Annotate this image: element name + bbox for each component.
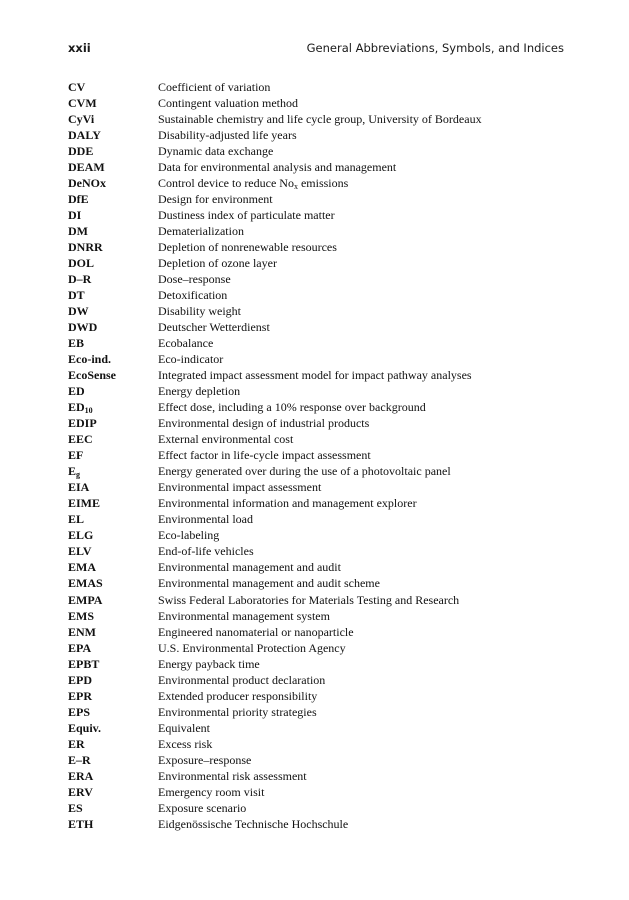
abbreviation-definition xyxy=(158,784,264,800)
abbreviation-definition-text: External environmental cost xyxy=(158,432,294,447)
abbreviation-definition xyxy=(158,399,426,415)
abbreviation-definition xyxy=(158,800,246,816)
abbreviation-entry xyxy=(68,816,568,832)
abbreviation-term xyxy=(68,559,96,575)
abbreviation-definition xyxy=(158,463,451,479)
abbreviation-term xyxy=(68,495,100,511)
abbreviation-term-text: ED xyxy=(68,384,85,399)
abbreviation-term-text: EMA xyxy=(68,560,96,575)
abbreviation-entry xyxy=(68,271,568,287)
abbreviation-term xyxy=(68,159,105,175)
abbreviation-entry xyxy=(68,511,568,527)
abbreviation-definition xyxy=(158,720,210,736)
abbreviation-term xyxy=(68,207,81,223)
abbreviation-term xyxy=(68,319,97,335)
abbreviation-term xyxy=(68,415,97,431)
abbreviation-term xyxy=(68,752,91,768)
abbreviation-entry xyxy=(68,367,568,383)
abbreviation-term-text: DWD xyxy=(68,320,98,335)
abbreviation-term-text: EDIP xyxy=(68,416,97,431)
abbreviation-term-text: CVM xyxy=(68,96,97,111)
abbreviation-term xyxy=(68,624,96,640)
abbreviation-definition xyxy=(158,223,244,239)
abbreviation-term-text: ED xyxy=(68,400,85,415)
abbreviation-definition xyxy=(158,592,459,608)
abbreviation-entry xyxy=(68,351,568,367)
abbreviation-definition xyxy=(158,351,223,367)
abbreviation-term-text: EMPA xyxy=(68,592,103,607)
abbreviation-definition xyxy=(158,175,348,191)
abbreviation-definition-text: Eco-labeling xyxy=(158,528,220,543)
abbreviation-definition-text: Dustiness index of particulate matter xyxy=(158,208,335,223)
abbreviation-definition-text: Swiss Federal Laboratories for Materials Testing and Research xyxy=(158,592,460,607)
abbreviation-definition xyxy=(158,447,371,463)
abbreviation-term xyxy=(68,223,88,239)
abbreviation-entry xyxy=(68,688,568,704)
abbreviation-definition-tail: emissions xyxy=(297,176,349,191)
abbreviation-definition xyxy=(158,207,335,223)
abbreviation-term-text: ENM xyxy=(68,624,96,639)
abbreviation-definition xyxy=(158,111,482,127)
abbreviation-term-text: EPBT xyxy=(68,656,100,671)
abbreviation-entry xyxy=(68,287,568,303)
page-number: xxii xyxy=(68,41,91,55)
abbreviation-term-text: D–R xyxy=(68,272,92,287)
abbreviation-term-text: EL xyxy=(68,512,85,527)
abbreviation-term xyxy=(68,704,90,720)
abbreviation-definition-text: Environmental priority strategies xyxy=(158,704,317,719)
abbreviation-entry xyxy=(68,752,568,768)
abbreviation-term xyxy=(68,79,85,95)
abbreviation-definition xyxy=(158,736,212,752)
abbreviation-term xyxy=(68,575,103,591)
abbreviation-definition-text: U.S. Environmental Protection Agency xyxy=(158,640,346,655)
abbreviation-term xyxy=(68,800,83,816)
abbreviation-term-text: DW xyxy=(68,304,89,319)
abbreviation-term-text: ER xyxy=(68,736,85,751)
abbreviation-entry xyxy=(68,431,568,447)
abbreviation-definition xyxy=(158,640,346,656)
abbreviation-term xyxy=(68,383,85,399)
abbreviation-term-text: EEC xyxy=(68,432,93,447)
abbreviation-definition-text: Design for environment xyxy=(158,192,273,207)
abbreviation-term-text: EcoSense xyxy=(68,368,116,383)
abbreviation-term-text: E–R xyxy=(68,752,91,767)
abbreviation-entry xyxy=(68,656,568,672)
abbreviation-term-text: DT xyxy=(68,288,85,303)
abbreviation-term xyxy=(68,784,93,800)
abbreviation-definition-text: Environmental design of industrial products xyxy=(158,416,370,431)
abbreviation-definition-text: Sustainable chemistry and life cycle group, University of Bordeaux xyxy=(158,112,482,127)
abbreviation-term xyxy=(68,95,97,111)
abbreviation-term xyxy=(68,511,84,527)
abbreviation-definition-text: Environmental information and management explorer xyxy=(158,496,417,511)
abbreviation-term-text: EPR xyxy=(68,688,92,703)
abbreviation-entry xyxy=(68,399,568,415)
abbreviation-definition-text: Eidgenössische Technische Hochschule xyxy=(158,816,349,831)
abbreviation-term xyxy=(68,656,99,672)
abbreviation-term xyxy=(68,479,89,495)
abbreviation-term-text: DI xyxy=(68,208,82,223)
abbreviation-definition xyxy=(158,704,317,720)
abbreviation-definition xyxy=(158,479,321,495)
abbreviation-entry xyxy=(68,736,568,752)
abbreviation-definition xyxy=(158,271,231,287)
abbreviation-entry xyxy=(68,223,568,239)
page-header xyxy=(68,41,564,57)
abbreviation-definition xyxy=(158,95,298,111)
abbreviation-definition-text: Exposure scenario xyxy=(158,800,247,815)
abbreviation-definition-text: Environmental management system xyxy=(158,608,330,623)
abbreviation-entry xyxy=(68,191,568,207)
abbreviation-definition xyxy=(158,768,307,784)
abbreviation-term-text: EF xyxy=(68,448,84,463)
abbreviation-entry xyxy=(68,79,568,95)
abbreviation-definition-text: Environmental load xyxy=(158,512,253,527)
abbreviation-entry xyxy=(68,592,568,608)
abbreviation-definition-text: Exposure–response xyxy=(158,752,252,767)
abbreviation-definition-text: Environmental risk assessment xyxy=(158,768,307,783)
abbreviation-term xyxy=(68,447,83,463)
abbreviation-entry xyxy=(68,415,568,431)
abbreviation-term xyxy=(68,768,93,784)
abbreviation-definition-text: Effect dose, including a 10% response over background xyxy=(158,400,426,415)
abbreviation-definition-text: Dose–response xyxy=(158,272,231,287)
abbreviation-definition xyxy=(158,608,330,624)
abbreviation-definition xyxy=(158,527,219,543)
abbreviation-definition xyxy=(158,624,354,640)
abbreviation-entry xyxy=(68,95,568,111)
abbreviation-term-text: ELG xyxy=(68,528,94,543)
abbreviation-entry xyxy=(68,575,568,591)
abbreviation-term-subscript: g xyxy=(76,470,81,480)
running-title: General Abbreviations, Symbols, and Indices xyxy=(306,41,564,55)
abbreviation-definition xyxy=(158,816,348,832)
abbreviation-definition-text: Coefficient of variation xyxy=(158,80,271,94)
abbreviation-definition-text: Emergency room visit xyxy=(158,784,265,799)
abbreviation-definition-text: Effect factor in life-cycle impact assessment xyxy=(158,448,371,463)
abbreviation-term-text: DALY xyxy=(68,128,101,143)
abbreviation-term-text: EMS xyxy=(68,608,95,623)
abbreviation-entry xyxy=(68,672,568,688)
abbreviation-definition-text: Energy depletion xyxy=(158,384,241,399)
abbreviation-entry xyxy=(68,111,568,127)
abbreviation-definition xyxy=(158,575,380,591)
abbreviation-term-text: DM xyxy=(68,224,88,239)
abbreviation-term xyxy=(68,111,94,127)
abbreviation-definition-text: Disability-adjusted life years xyxy=(158,128,297,143)
abbreviation-entry xyxy=(68,608,568,624)
abbreviation-term-text: E xyxy=(68,464,77,479)
abbreviation-definition-text: Deutscher Wetterdienst xyxy=(158,320,270,335)
abbreviation-definition xyxy=(158,543,254,559)
abbreviation-term-text: EIA xyxy=(68,480,90,495)
abbreviation-definition xyxy=(158,127,297,143)
abbreviation-term-text: ELV xyxy=(68,544,92,559)
abbreviation-definition-text: Detoxification xyxy=(158,288,228,303)
abbreviation-definition xyxy=(158,367,472,383)
abbreviation-term-text: EMAS xyxy=(68,576,103,591)
abbreviation-definition-text: Environmental impact assessment xyxy=(158,480,322,495)
abbreviation-term xyxy=(68,608,94,624)
abbreviation-definition-text: Dematerialization xyxy=(158,224,244,239)
abbreviation-definition xyxy=(158,287,227,303)
abbreviation-entry xyxy=(68,784,568,800)
abbreviation-term xyxy=(68,239,103,255)
abbreviation-definition-text: Depletion of nonrenewable resources xyxy=(158,240,337,255)
abbreviation-term-subscript: 10 xyxy=(84,406,93,416)
abbreviation-term-text: ERA xyxy=(68,768,94,783)
abbreviation-entry xyxy=(68,720,568,736)
abbreviation-definition-text: Contingent valuation method xyxy=(158,96,298,111)
abbreviation-list xyxy=(68,79,568,832)
abbreviation-term xyxy=(68,720,101,736)
abbreviation-term xyxy=(68,367,116,383)
abbreviation-term xyxy=(68,255,94,271)
abbreviation-definition xyxy=(158,239,337,255)
abbreviation-entry xyxy=(68,319,568,335)
abbreviation-term-text: DDE xyxy=(68,144,94,159)
abbreviation-definition-text: Environmental product declaration xyxy=(158,672,326,687)
abbreviation-term-text: Equiv. xyxy=(68,720,102,735)
abbreviation-definition xyxy=(158,191,273,207)
abbreviation-entry xyxy=(68,527,568,543)
abbreviation-entry xyxy=(68,127,568,143)
abbreviation-definition xyxy=(158,303,241,319)
abbreviation-entry xyxy=(68,175,568,191)
abbreviation-term-text: ETH xyxy=(68,816,94,831)
abbreviation-term-text: DfE xyxy=(68,192,89,207)
abbreviation-definition-text: Engineered nanomaterial or nanoparticle xyxy=(158,624,354,639)
abbreviation-term xyxy=(68,688,92,704)
abbreviation-term-text: CyVi xyxy=(68,112,95,127)
abbreviation-entry xyxy=(68,303,568,319)
abbreviation-definition-text: Data for environmental analysis and management xyxy=(158,160,397,175)
abbreviation-definition xyxy=(158,159,396,175)
abbreviation-term-text: DNRR xyxy=(68,240,103,255)
abbreviation-definition-text: Dynamic data exchange xyxy=(158,144,274,159)
abbreviation-definition-text: Extended producer responsibility xyxy=(158,688,318,703)
abbreviation-term-text: Eco-ind. xyxy=(68,352,112,367)
abbreviation-entry xyxy=(68,463,568,479)
abbreviation-term-text: EPD xyxy=(68,672,92,687)
abbreviation-entry xyxy=(68,335,568,351)
abbreviation-definition xyxy=(158,559,341,575)
abbreviation-entry xyxy=(68,640,568,656)
abbreviation-term-text: ERV xyxy=(68,784,93,799)
abbreviation-definition xyxy=(158,511,253,527)
abbreviation-definition xyxy=(158,143,273,159)
abbreviation-entry xyxy=(68,543,568,559)
abbreviation-definition xyxy=(158,335,213,351)
abbreviation-definition xyxy=(158,656,260,672)
abbreviation-definition xyxy=(158,255,277,271)
abbreviation-term xyxy=(68,527,93,543)
abbreviation-term xyxy=(68,736,85,752)
abbreviation-entry xyxy=(68,800,568,816)
abbreviation-term-text: DOL xyxy=(68,256,95,271)
abbreviation-term xyxy=(68,399,93,415)
abbreviation-definition xyxy=(158,672,325,688)
abbreviation-term-text: ES xyxy=(68,800,83,815)
abbreviation-term xyxy=(68,351,111,367)
abbreviation-definition-text: Energy generated over during the use of a photovoltaic panel xyxy=(158,464,451,479)
abbreviation-definition-text: Environmental management and audit xyxy=(158,560,341,575)
abbreviation-term xyxy=(68,191,89,207)
abbreviation-term xyxy=(68,640,91,656)
abbreviation-term xyxy=(68,175,106,191)
abbreviation-term-text: DEAM xyxy=(68,160,105,175)
abbreviation-definition-text: Eco-indicator xyxy=(158,352,224,367)
abbreviation-definition-text: End-of-life vehicles xyxy=(158,544,254,559)
abbreviation-term-text: EB xyxy=(68,336,85,351)
abbreviation-entry xyxy=(68,495,568,511)
abbreviation-definition xyxy=(158,431,293,447)
abbreviation-definition-subscript: x xyxy=(293,182,298,192)
abbreviation-entry xyxy=(68,624,568,640)
abbreviation-definition-text: Energy payback time xyxy=(158,656,260,671)
abbreviation-definition xyxy=(158,688,317,704)
abbreviation-entry xyxy=(68,479,568,495)
abbreviation-term xyxy=(68,672,92,688)
abbreviation-entry xyxy=(68,447,568,463)
abbreviation-entry xyxy=(68,704,568,720)
abbreviation-term xyxy=(68,431,93,447)
abbreviation-definition-text: Integrated impact assessment model for impact pathway analyses xyxy=(158,368,472,383)
abbreviation-entry xyxy=(68,383,568,399)
abbreviation-definition xyxy=(158,495,417,511)
abbreviation-entry xyxy=(68,207,568,223)
abbreviation-entry xyxy=(68,768,568,784)
abbreviation-definition xyxy=(158,415,369,431)
abbreviation-term xyxy=(68,816,93,832)
abbreviation-entry xyxy=(68,159,568,175)
abbreviation-term-text: EPS xyxy=(68,704,91,719)
abbreviation-definition-text: Excess risk xyxy=(158,736,213,751)
abbreviation-definition-text: Depletion of ozone layer xyxy=(158,256,277,271)
abbreviation-term xyxy=(68,271,91,287)
abbreviation-term xyxy=(68,127,101,143)
abbreviation-term-text: CV xyxy=(68,80,86,94)
abbreviation-term xyxy=(68,303,89,319)
abbreviation-definition-text: Disability weight xyxy=(158,304,241,319)
abbreviation-term-text: DeNOx xyxy=(68,176,106,191)
abbreviation-definition xyxy=(158,752,251,768)
abbreviation-entry xyxy=(68,255,568,271)
abbreviation-term xyxy=(68,543,92,559)
abbreviation-entry xyxy=(68,143,568,159)
abbreviation-definition xyxy=(158,319,270,335)
abbreviation-definition xyxy=(158,79,270,95)
abbreviation-definition xyxy=(158,383,240,399)
abbreviation-definition-text: Equivalent xyxy=(158,720,210,735)
abbreviation-term xyxy=(68,287,85,303)
abbreviation-definition-text: Control device to reduce No xyxy=(158,176,294,191)
abbreviation-term xyxy=(68,592,102,608)
abbreviation-term-text: EIME xyxy=(68,496,101,511)
abbreviation-term-text: EPA xyxy=(68,640,92,655)
abbreviation-definition-text: Environmental management and audit scheme xyxy=(158,576,380,591)
abbreviation-term xyxy=(68,335,84,351)
abbreviation-entry xyxy=(68,239,568,255)
abbreviation-term xyxy=(68,143,93,159)
abbreviation-definition-text: Ecobalance xyxy=(158,336,214,351)
abbreviation-term xyxy=(68,463,80,479)
abbreviation-entry xyxy=(68,559,568,575)
